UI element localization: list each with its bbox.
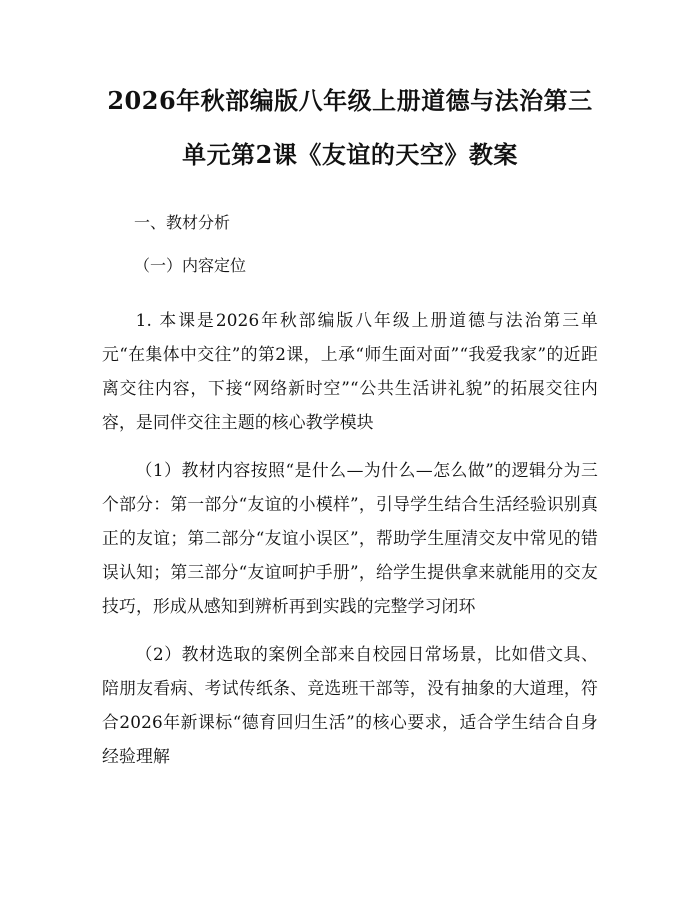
title-line-2: 单元第2课《友谊的天空》教案 (182, 140, 518, 169)
paragraph-2: （1）教材内容按照“是什么—为什么—怎么做”的逻辑分为三个部分：第一部分“友谊的小模样”，引导学生结合生活经验识别真正的友谊；第二部分“友谊小误区”，帮助学生厘清交友中常见的错误认知；第三部分“友谊呵护手册”，给学生提供拿来就能用的交友技巧，形成从感知到辨析再到实践的完整学习闭环 (102, 460, 598, 616)
paragraph-3: （2）教材选取的案例全部来自校园日常场景，比如借文具、陪朋友看病、考试传纸条、竞选班干部等，没有抽象的大道理，符合2026年新课标“德育回归生活”的核心要求，适合学生结合自身经验理解 (102, 644, 598, 766)
section-heading-teaching-material-analysis: 一、教材分析 (134, 213, 231, 232)
subsection-heading-content-positioning: （一）内容定位 (134, 256, 247, 275)
paragraph-1: 1. 本课是2026年秋部编版八年级上册道德与法治第三单元“在集体中交往”的第2课，上承“师生面对面”“我爱我家”的近距离交往内容，下接“网络新时空”“公共生活讲礼貌”的拓展交往内容，是同伴交往主题的核心教学模块 (102, 310, 598, 432)
document-title (102, 74, 598, 182)
title-line-1: 2026年秋部编版八年级上册道德与法治第三 (107, 86, 593, 115)
